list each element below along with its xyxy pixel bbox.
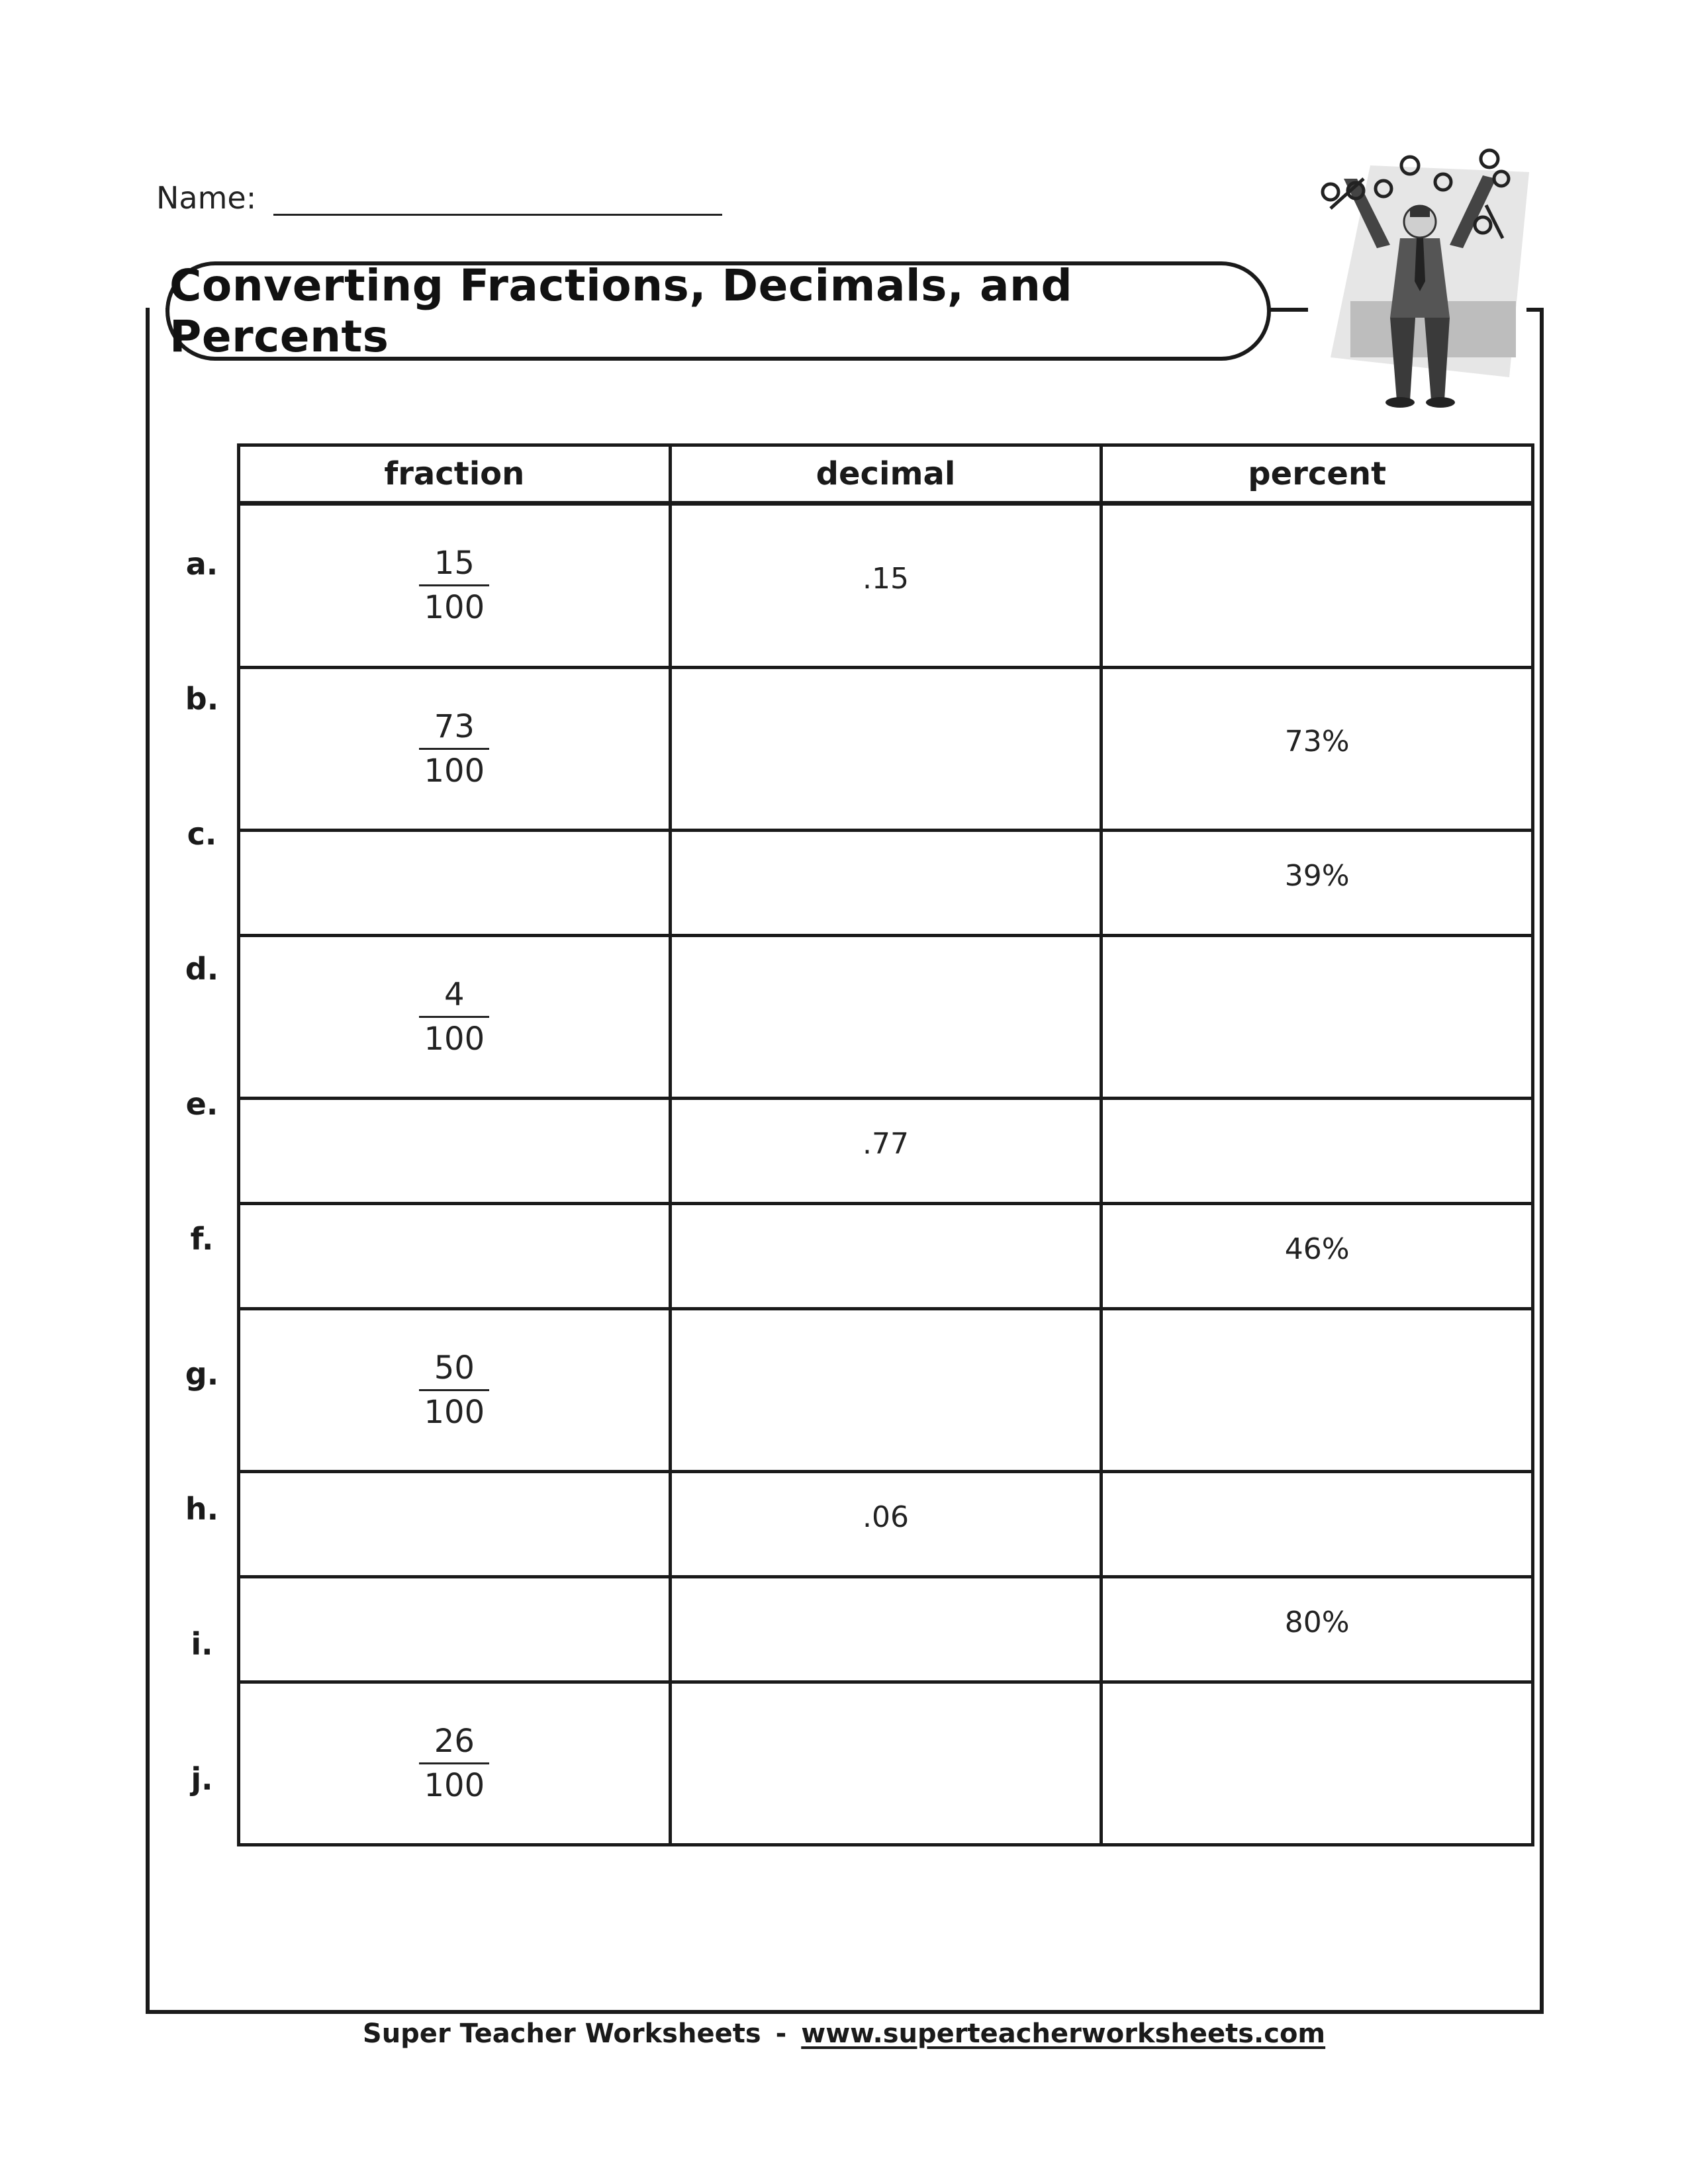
decimal-cell[interactable] <box>670 935 1102 1098</box>
percent-cell[interactable] <box>1102 935 1533 1098</box>
percent-cell[interactable]: 46% <box>1102 1203 1533 1308</box>
footer-link[interactable]: www.superteacherworksheets.com <box>801 2019 1326 2049</box>
fraction-cell[interactable] <box>239 1098 671 1203</box>
row-label: c. <box>187 816 217 852</box>
percent-cell[interactable] <box>1102 1308 1533 1471</box>
row-label: a. <box>185 546 218 582</box>
table-row <box>239 1576 1533 1682</box>
conversion-table <box>237 443 1534 1846</box>
fraction-numerator: 26 <box>419 1725 489 1764</box>
row-label: b. <box>185 681 219 717</box>
name-row <box>156 180 722 216</box>
decimal-cell[interactable] <box>670 1203 1102 1308</box>
table-row <box>239 830 1533 935</box>
row-label: d. <box>185 951 219 987</box>
fraction-cell[interactable] <box>239 1308 671 1471</box>
fraction-numerator: 15 <box>419 547 489 586</box>
percent-cell[interactable]: 80% <box>1102 1576 1533 1682</box>
fraction-cell[interactable] <box>239 1203 671 1308</box>
fraction-cell[interactable] <box>239 667 671 830</box>
title-banner <box>165 261 1271 361</box>
juggler-percent-signs-icon <box>1291 139 1542 417</box>
decimal-cell[interactable] <box>670 1576 1102 1682</box>
header-fraction: fraction <box>239 445 671 504</box>
page-title: Converting Fractions, Decimals, and Percents <box>169 260 1073 362</box>
fraction-value <box>419 976 491 1058</box>
footer <box>0 2019 1688 2049</box>
percent-cell[interactable] <box>1102 1098 1533 1203</box>
footer-brand: Super Teacher Worksheets <box>362 2019 761 2049</box>
fraction-denominator: 100 <box>424 1393 485 1431</box>
decimal-cell[interactable] <box>670 667 1102 830</box>
row-label: i. <box>191 1626 213 1662</box>
fraction-cell[interactable] <box>239 1471 671 1576</box>
fraction-cell[interactable] <box>239 1576 671 1682</box>
table-header-row <box>239 445 1533 504</box>
percent-cell[interactable]: 39% <box>1102 830 1533 935</box>
row-label: e. <box>185 1086 218 1122</box>
fraction-numerator: 73 <box>419 711 489 750</box>
name-input-line[interactable] <box>273 187 722 216</box>
fraction-numerator: 50 <box>419 1352 489 1391</box>
fraction-cell[interactable] <box>239 830 671 935</box>
decimal-cell[interactable]: .06 <box>670 1471 1102 1576</box>
row-label: j. <box>191 1761 213 1797</box>
fraction-value <box>419 1723 491 1805</box>
row-label: g. <box>185 1356 219 1392</box>
fraction-numerator: 4 <box>419 979 489 1018</box>
row-label: h. <box>185 1491 219 1527</box>
decimal-cell[interactable]: .77 <box>670 1098 1102 1203</box>
header-percent: percent <box>1102 445 1533 504</box>
footer-separator: - <box>775 2019 787 2049</box>
percent-cell[interactable] <box>1102 504 1533 668</box>
table-row <box>239 1203 1533 1308</box>
fraction-cell[interactable] <box>239 1682 671 1845</box>
fraction-denominator: 100 <box>424 752 485 790</box>
decimal-cell[interactable] <box>670 1308 1102 1471</box>
decimal-cell[interactable] <box>670 1682 1102 1845</box>
table-row <box>239 504 1533 668</box>
row-label: f. <box>190 1221 214 1257</box>
fraction-value <box>419 545 491 627</box>
percent-cell[interactable] <box>1102 1682 1533 1845</box>
fraction-value <box>419 707 491 790</box>
table-row <box>239 1098 1533 1203</box>
fraction-cell[interactable] <box>239 504 671 668</box>
table-row <box>239 935 1533 1098</box>
table-row <box>239 1682 1533 1845</box>
fraction-denominator: 100 <box>424 1020 485 1058</box>
percent-cell[interactable]: 73% <box>1102 667 1533 830</box>
percent-cell[interactable] <box>1102 1471 1533 1576</box>
name-label: Name: <box>156 180 257 216</box>
fraction-denominator: 100 <box>424 1767 485 1805</box>
table-row <box>239 1308 1533 1471</box>
decimal-cell[interactable]: .15 <box>670 504 1102 668</box>
fraction-value <box>419 1349 491 1431</box>
decimal-cell[interactable] <box>670 830 1102 935</box>
table-row <box>239 1471 1533 1576</box>
table-row <box>239 667 1533 830</box>
header-decimal: decimal <box>670 445 1102 504</box>
fraction-cell[interactable] <box>239 935 671 1098</box>
fraction-denominator: 100 <box>424 589 485 627</box>
